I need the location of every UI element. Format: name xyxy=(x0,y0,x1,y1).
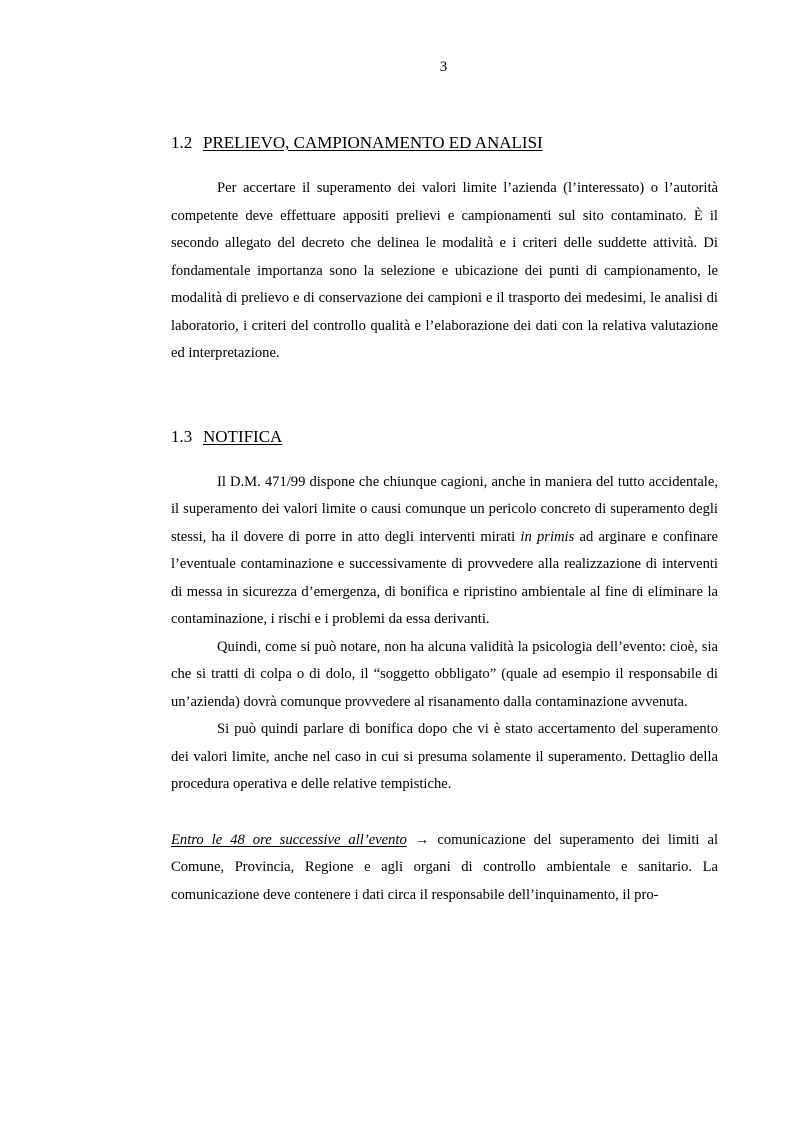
document-body xyxy=(171,132,718,909)
section-heading-1-3 xyxy=(171,426,718,448)
text-run: comunicazione del superamento dei limiti al Comune, Provincia, Regione e agli organi di controllo ambientale e sanitario. La comunicazione deve contenere i dati circa il responsabile dell’inquinamento, il pro- xyxy=(171,831,718,903)
paragraph-event-psychology: Quindi, come si può notare, non ha alcuna validità la psicologia dell’evento: cioè, sia che si tratti di colpa o di dolo, il “soggetto obbligato” (quale ad esempio il responsabile di un’azienda) dovrà comunque provvedere al risanamento dalla contaminazione avvenuta. xyxy=(171,638,718,710)
paragraph-sampling: Per accertare il superamento dei valori limite l’azienda (l’interessato) o l’autorità competente deve effettuare appositi prelievi e campionamenti sul sito contaminato. È il secondo allegato del decreto che delinea le modalità e i criteri delle suddette attività. Di fondamentale importanza sono la selezione e ubicazione dei punti di campionamento, le modalità di prelievo e di conservazione dei campioni e il trasporto dei medesimi, le analisi di laboratorio, i criteri del controllo qualità e l’elaborazione dei dati con la relativa valutazione ed interpretazione. xyxy=(171,180,718,361)
text-run: Il D.M. 471/99 dispone che chiunque cagioni, anche in maniera del tutto accidentale, il superamento dei valori limite o causi comunque un pericolo concreto di superamento degli stessi, ha il dovere di porre in atto degli interventi mirati xyxy=(171,473,718,545)
section-title: NOTIFICA xyxy=(203,426,283,446)
paragraph-notification-duty xyxy=(171,469,718,634)
section-number: 1.2 xyxy=(171,133,193,152)
deadline-label: Entro le 48 ore successive all’evento xyxy=(171,831,407,848)
paragraph-remediation: Si può quindi parlare di bonifica dopo che vi è stato accertamento del superamento dei valori limite, anche nel caso in cui si presuma solamente il superamento. Dettaglio della procedura operativa e delle relative tempistiche. xyxy=(171,721,718,792)
page-number: 3 xyxy=(439,59,448,75)
italic-phrase: in primis xyxy=(520,528,575,545)
section-number: 1.3 xyxy=(171,426,193,446)
paragraph-48-hours xyxy=(171,827,718,910)
text-run: ad arginare e confinare l’eventuale contaminazione e successivamente di provvedere alla realizzazione di interventi di messa in sicurezza d’emergenza, di bonifica e ripristino ambientale al fine di eliminare la contaminazione, i rischi e i problemi da essa derivanti. xyxy=(171,528,718,627)
arrow-icon: → xyxy=(414,831,430,848)
section-title: PRELIEVO, CAMPIONAMENTO ED ANALISI xyxy=(203,133,543,152)
section-heading-1-2 xyxy=(171,132,718,154)
